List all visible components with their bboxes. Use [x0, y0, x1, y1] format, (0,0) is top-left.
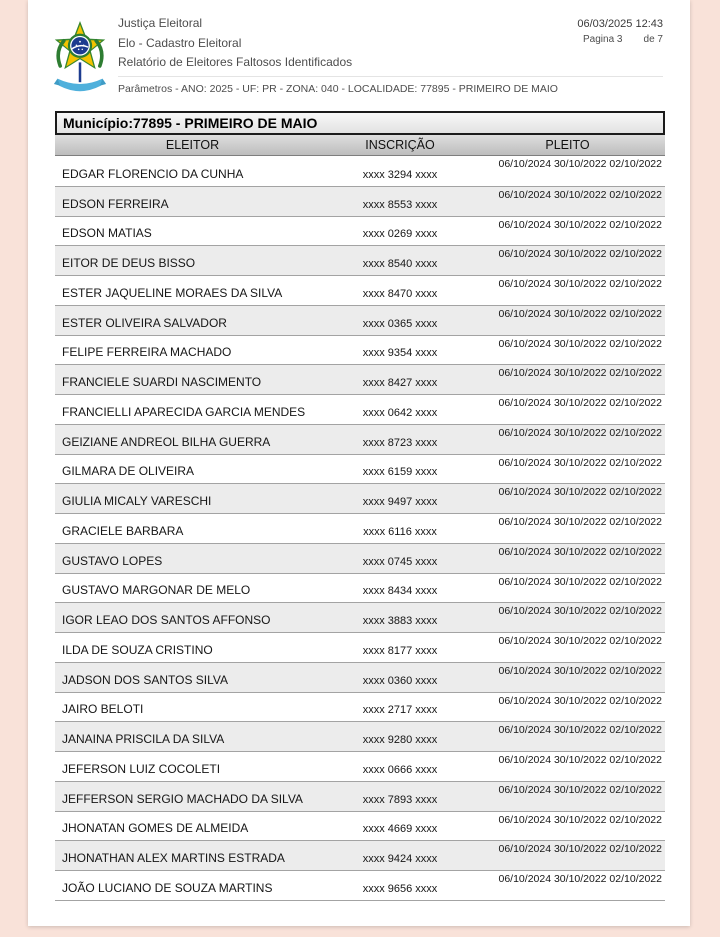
inscricao-cell: xxxx 0745 xxxx — [362, 555, 438, 568]
inscricao-cell: xxxx 0666 xxxx — [362, 763, 438, 776]
page-number-label: Pagina 3 — [583, 34, 623, 45]
table-row — [55, 781, 665, 811]
table-row — [55, 424, 665, 454]
column-header-eleitor: ELEITOR — [165, 138, 220, 152]
inscricao-cell: xxxx 9656 xxxx — [362, 882, 438, 895]
pleito-cell: 06/10/2024 30/10/2022 02/10/2022 — [498, 575, 662, 588]
inscricao-cell: xxxx 8177 xxxx — [362, 644, 438, 657]
pleito-cell: 06/10/2024 30/10/2022 02/10/2022 — [498, 783, 662, 796]
pleito-cell: 06/10/2024 30/10/2022 02/10/2022 — [498, 307, 662, 320]
pleito-cell: 06/10/2024 30/10/2022 02/10/2022 — [498, 545, 662, 558]
pleito-cell: 06/10/2024 30/10/2022 02/10/2022 — [498, 516, 662, 528]
table-row — [55, 870, 665, 900]
inscricao-cell: xxxx 2717 xxxx — [362, 704, 438, 717]
eleitor-cell: GRACIELE BARBARA — [62, 523, 184, 538]
eleitor-cell: FELIPE FERREIRA MACHADO — [62, 345, 232, 360]
table-row — [55, 335, 665, 365]
table-row — [55, 156, 665, 186]
pleito-cell: 06/10/2024 30/10/2022 02/10/2022 — [498, 278, 662, 290]
column-header-pleito: PLEITO — [545, 138, 590, 152]
eleitor-cell: GILMARA DE OLIVEIRA — [62, 464, 195, 479]
brazil-coat-of-arms-icon — [53, 12, 107, 102]
table-row — [55, 751, 665, 781]
eleitor-cell: GEIZIANE ANDREOL BILHA GUERRA — [62, 434, 271, 449]
eleitor-cell: ESTER JAQUELINE MORAES DA SILVA — [62, 285, 283, 300]
pleito-cell: 06/10/2024 30/10/2022 02/10/2022 — [498, 724, 662, 737]
inscricao-cell: xxxx 3883 xxxx — [362, 615, 438, 627]
eleitor-cell: IGOR LEAO DOS SANTOS AFFONSO — [62, 613, 271, 627]
inscricao-cell: xxxx 8470 xxxx — [362, 287, 438, 300]
pleito-cell: 06/10/2024 30/10/2022 02/10/2022 — [498, 486, 662, 499]
table-column-headers — [55, 135, 665, 156]
eleitor-cell: ILDA DE SOUZA CRISTINO — [62, 642, 213, 657]
inscricao-cell: xxxx 8427 xxxx — [362, 377, 438, 389]
report-header-text — [118, 14, 352, 73]
report-datetime: 06/03/2025 12:43 — [577, 18, 663, 30]
voter-table-body — [55, 156, 665, 901]
table-row — [55, 394, 665, 424]
page-indicator — [583, 34, 663, 45]
pleito-cell: 06/10/2024 30/10/2022 02/10/2022 — [498, 664, 662, 677]
pleito-cell: 06/10/2024 30/10/2022 02/10/2022 — [498, 873, 662, 885]
inscricao-cell: xxxx 7893 xxxx — [362, 793, 438, 806]
eleitor-cell: JEFFERSON SERGIO MACHADO DA SILVA — [62, 791, 303, 806]
inscricao-cell: xxxx 6116 xxxx — [363, 525, 437, 538]
table-row — [55, 454, 665, 484]
table-row — [55, 811, 665, 841]
table-row — [55, 186, 665, 216]
eleitor-cell: EDSON FERREIRA — [62, 196, 169, 211]
pleito-cell: 06/10/2024 30/10/2022 02/10/2022 — [498, 754, 662, 766]
eleitor-cell: JEFERSON LUIZ COCOLETI — [62, 761, 221, 776]
eleitor-cell: JHONATHAN ALEX MARTINS ESTRADA — [62, 851, 285, 865]
eleitor-cell: GUSTAVO LOPES — [62, 553, 163, 568]
table-row — [55, 602, 665, 632]
eleitor-cell: FRANCIELE SUARDI NASCIMENTO — [62, 375, 262, 389]
pleito-cell: 06/10/2024 30/10/2022 02/10/2022 — [498, 337, 662, 350]
org-line-1: Justiça Eleitoral — [118, 16, 203, 30]
table-row — [55, 364, 665, 394]
table-row — [55, 692, 665, 722]
report-parameters: Parâmetros - ANO: 2025 - UF: PR - ZONA: 040 - LOCALIDADE: 77895 - PRIMEIRO DE MAIO — [118, 76, 663, 95]
inscricao-cell: xxxx 9424 xxxx — [362, 853, 438, 865]
inscricao-cell: xxxx 9280 xxxx — [362, 734, 438, 746]
table-row — [55, 721, 665, 751]
inscricao-cell: xxxx 8553 xxxx — [362, 198, 438, 211]
table-row — [55, 275, 665, 305]
eleitor-cell: JADSON DOS SANTOS SILVA — [62, 672, 229, 687]
inscricao-cell: xxxx 0269 xxxx — [362, 228, 438, 241]
table-row — [55, 573, 665, 603]
eleitor-cell: FRANCIELLI APARECIDA GARCIA MENDES — [62, 404, 306, 419]
table-row — [55, 483, 665, 513]
eleitor-cell: GUSTAVO MARGONAR DE MELO — [62, 583, 251, 598]
document-page — [28, 0, 690, 926]
eleitor-cell: JHONATAN GOMES DE ALMEIDA — [62, 821, 249, 836]
table-row — [55, 632, 665, 662]
inscricao-cell: xxxx 3294 xxxx — [362, 168, 438, 181]
inscricao-cell: xxxx 0642 xxxx — [362, 406, 438, 419]
pleito-cell: 06/10/2024 30/10/2022 02/10/2022 — [498, 426, 662, 439]
pleito-cell: 06/10/2024 30/10/2022 02/10/2022 — [498, 188, 662, 201]
table-row — [55, 216, 665, 246]
pleito-cell: 06/10/2024 30/10/2022 02/10/2022 — [498, 694, 662, 707]
table-row — [55, 513, 665, 543]
header-meta — [577, 18, 663, 45]
eleitor-cell: EDSON MATIAS — [62, 226, 152, 241]
eleitor-cell: JANAINA PRISCILA DA SILVA — [62, 732, 225, 746]
column-header-inscricao: INSCRIÇÃO — [365, 138, 435, 152]
inscricao-cell: xxxx 9497 xxxx — [362, 496, 438, 508]
eleitor-cell: EITOR DE DEUS BISSO — [62, 256, 196, 270]
eleitor-cell: JOÃO LUCIANO DE SOUZA MARTINS — [62, 880, 273, 895]
table-row — [55, 662, 665, 692]
pleito-cell: 06/10/2024 30/10/2022 02/10/2022 — [498, 397, 662, 409]
pleito-cell: 06/10/2024 30/10/2022 02/10/2022 — [498, 218, 662, 231]
inscricao-cell: xxxx 4669 xxxx — [362, 823, 438, 836]
pleito-cell: 06/10/2024 30/10/2022 02/10/2022 — [498, 635, 662, 647]
inscricao-cell: xxxx 0365 xxxx — [362, 317, 438, 330]
inscricao-cell: xxxx 0360 xxxx — [362, 674, 438, 687]
table-row — [55, 305, 665, 335]
table-row — [55, 840, 665, 870]
page-total-label: de 7 — [643, 34, 663, 45]
inscricao-cell: xxxx 8723 xxxx — [362, 436, 438, 449]
pleito-cell: 06/10/2024 30/10/2022 02/10/2022 — [498, 248, 662, 261]
pleito-cell: 06/10/2024 30/10/2022 02/10/2022 — [498, 456, 662, 469]
pleito-cell: 06/10/2024 30/10/2022 02/10/2022 — [498, 158, 662, 170]
eleitor-cell: JAIRO BELOTI — [62, 702, 144, 717]
pleito-cell: 06/10/2024 30/10/2022 02/10/2022 — [498, 605, 662, 618]
eleitor-cell: ESTER OLIVEIRA SALVADOR — [62, 315, 227, 330]
inscricao-cell: xxxx 9354 xxxx — [362, 347, 438, 360]
inscricao-cell: xxxx 8434 xxxx — [362, 585, 438, 598]
inscricao-cell: xxxx 8540 xxxx — [362, 258, 438, 270]
table-row — [55, 543, 665, 573]
pleito-cell: 06/10/2024 30/10/2022 02/10/2022 — [498, 843, 662, 856]
pleito-cell: 06/10/2024 30/10/2022 02/10/2022 — [498, 367, 662, 380]
municipality-header: Município:77895 - PRIMEIRO DE MAIO — [55, 111, 665, 135]
table-row — [55, 245, 665, 275]
eleitor-cell: GIULIA MICALY VARESCHI — [62, 494, 212, 508]
eleitor-cell: EDGAR FLORENCIO DA CUNHA — [62, 166, 244, 181]
inscricao-cell: xxxx 6159 xxxx — [362, 466, 438, 479]
voters-table — [55, 111, 665, 901]
pleito-cell: 06/10/2024 30/10/2022 02/10/2022 — [498, 813, 662, 826]
org-line-2: Elo - Cadastro Eleitoral — [118, 35, 242, 50]
report-title: Relatório de Eleitores Faltosos Identificados — [118, 55, 353, 69]
